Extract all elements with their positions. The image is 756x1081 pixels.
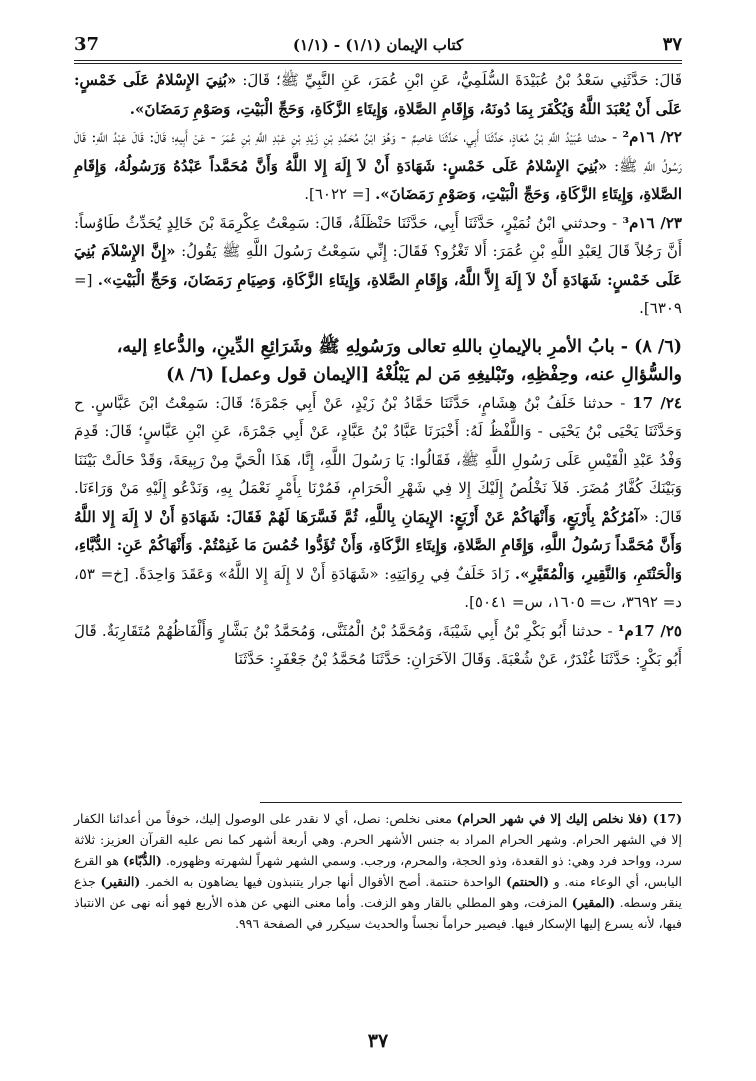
header-rule-thin bbox=[74, 63, 682, 64]
hadith-isnad: - حدثنا عُبَيْدُ اللَّهِ بْنُ مُعَاذٍ، حَدَّثَنَا أَبِي، حَدَّثَنَا عَاصِمٌ - وَهُوَ ابْنُ مُحَمَّدِ بْنِ زَيْدِ بْنِ عَبْدِ اللَّهِ بْنِ عُمَرَ - عَنْ أَبِيهِ؛ قَالَ: قَالَ عَبْدُ اللَّهِ: قَالَ رَسُولُ اللَّهِ ﷺ: bbox=[74, 128, 682, 175]
spacer bbox=[74, 323, 682, 329]
page-footer-number: ٣٧ bbox=[367, 1030, 389, 1052]
running-title: (١/١) - كتاب الإيمان (١/١) bbox=[292, 36, 464, 54]
hadith-matn: «بُنِيَ الإِسْلامُ عَلَى خَمْسٍ: عَلَى أَنْ يُعْبَدَ اللَّهُ وَيُكْفَرَ بِمَا دُونَهُ، وَإِقَامِ الصَّلاةِ، وَإِيتَاءِ الزَّكَاةِ، وَحَجِّ الْبَيْتِ، وَصَوْمِ رَمَضَانَ». bbox=[74, 71, 682, 118]
footnote-rule bbox=[260, 802, 682, 803]
hadith-isnad: - حدثنا أَبُو بَكْرِ بْنُ أَبِي شَيْبَةَ، وَمُحَمَّدُ بْنُ الْمُثَنَّى، وَمُحَمَّدُ بْنُ بَشَّارٍ وَأَلْفَاظُهُمْ مُتَقَارِبَةٌ. قَالَ أَبُو بَكْرٍ: حَدَّثَنَا غُنْدَرٌ، عَنْ شُعْبَةَ. وَقَالَ الآخَرَانِ: حَدَّثَنَا مُحَمَّدُ بْنُ جَعْفَرٍ: حَدَّثَنَا bbox=[74, 621, 682, 668]
hadith-number: ٢٢/ ١٦م² bbox=[622, 128, 682, 146]
hadith-isnad: - حدثنا خَلَفُ بْنُ هِشَامٍ، حَدَّثَنَا حَمَّادُ بْنُ زَيْدٍ، عَنْ أَبِي جَمْرَةَ؛ قَالَ: سَمِعْتُ ابْنَ عَبَّاسٍ. ح وَحَدَّثَنَا يَحْيَى بْنُ يَحْيَى - وَاللَّفْظُ لَهُ: أَخْبَرَنَا عَبَّادُ بْنُ عَبَّادٍ، عَنْ أَبِي جَمْرَةَ، عَنِ ابْنِ عَبَّاسٍ؛ قَالَ: قَدِمَ وَفْدُ عَبْدِ الْقَيْسِ عَلَى رَسُولِ اللَّهِ ﷺ، فَقَالُوا: يَا رَسُولَ اللَّهِ، إِنَّا، هَذَا الْحَيَّ مِنْ رَبِيعَةَ، وَقَدْ حَالَتْ بَيْنَنَا وَبَيْنَكَ كُفَّارُ مُضَرَ. فَلاَ نَخْلُصُ إِلَيْكَ إِلا فِي شَهْرِ الْحَرَامِ، فَمُرْنَا بِأَمْرٍ نَعْمَلُ بِهِ، وَنَدْعُو إِلَيْهِ مَنْ وَرَاءَنَا. قَالَ: bbox=[74, 393, 682, 526]
footnote bbox=[74, 808, 682, 934]
hadith-matn: «آمُرُكُمْ بِأَرْبَعٍ، وَأَنْهَاكُمْ عَنْ أَرْبَعٍ: الإِيمَانِ بِاللَّهِ، ثُمَّ فَسَّرَهَا لَهُمْ فَقَالَ: شَهَادَةِ أَنْ لا إِلَهَ إِلا اللَّهُ وَأَنَّ مُحَمَّداً رَسُولُ اللَّهِ، وَإِقَامِ الصَّلاةِ، وَإِيتَاءِ الزَّكَاةِ، وَأَنْ تُؤَدُّوا خُمُسَ مَا غَنِمْتُمْ. وَأَنْهَاكُمْ عَنِ: الدُّبَّاءِ، وَالْحَنْتَمِ، وَالنَّقِيرِ، وَالْمُقَيَّرِ». bbox=[74, 507, 682, 583]
hadith-isnad: - وحدثني ابْنُ نُمَيْرٍ، حَدَّثَنَا أَبِي، حَدَّثَنَا حَنْظَلَةُ، قَالَ: سَمِعْتُ عِكْرِمَةَ بْنَ خَالِدٍ يُحَدِّثُ طَاوُساً: أَنَّ رَجُلاً قَالَ لِعَبْدِ اللَّهِ بْنِ عُمَرَ: أَلا تَغْزُو؟ فَقَالَ: إِنِّي سَمِعْتُ رَسُولَ اللَّهِ ﷺ يَقُولُ: bbox=[74, 213, 683, 260]
footnote-text: هو القرع اليابس، أي الوعاء منه. و bbox=[74, 853, 683, 889]
chapter-heading: (٦/ ٨) - بابُ الأمرِ بالإيمانِ باللهِ تعالى ورَسُولِهِ ﷺ وشَرَائِعِ الدِّينِ، والدُّعاءِ إليه، والسُّؤالِ عنه، وحِفْظِهِ، وتَبْليغِهِ مَن لم يَبْلُغْهُ [الإيمان قول وعمل] (٦/ ٨) bbox=[116, 336, 682, 385]
footnote-text: معنى نخلص: نصل، أي لا نقدر على الوصول إليك، خوفاً من أعدائنا الكفار إلا في الشهر الحرام. وشهر الحرام المراد به جنس الأشهر الحرم. وهي أربعة أشهر كما نص عليه القرآن العزيز: ثلاثة سرد، وواحد فرد وهي: ذو القعدة، وذو الحجة، والمحرم، ورجب. وسمي الشهر شهراً لشهرته وظهوره. bbox=[74, 811, 682, 868]
page-header bbox=[74, 34, 682, 60]
footnote-text: المزفت، وهو المطلي بالقار وهو الزفت. وأما معنى النهي عن هذه الأربع فهو أنه نهى عن الانتباذ فيها، لأنه يسرع إليها الإسكار فيها. فيصير حراماً نجساً والحديث سيكرر في الصفحة ٩٩٦. bbox=[74, 895, 682, 931]
hadith-reference: [= ٦٣٠٩]. bbox=[74, 270, 682, 317]
hadith-number: ٢٥/ 17م¹ bbox=[617, 621, 682, 640]
footnote-term: (الحنتم) bbox=[505, 874, 549, 889]
hadith-reference: [= ٦٠٢٢]. bbox=[304, 185, 371, 203]
hadith-24 bbox=[74, 389, 682, 617]
hadith-number: ٢٤/ 17 bbox=[632, 393, 682, 412]
hadith-matn: «بُنِيَ الإِسْلامُ عَلَى خَمْسٍ: شَهَادَةِ أَنْ لاَ إِلَهَ إِلا اللَّهُ وَأَنَّ مُحَمَّداً عَبْدُهُ وَرَسُولُهُ، وَإِقَامِ الصَّلاةِ، وَإِيتَاءِ الزَّكَاةِ، وَحَجِّ الْبَيْتِ، وَصَوْمِ رَمَضَانَ». bbox=[74, 156, 682, 203]
footnote-term: (الدُّبّاء) bbox=[122, 853, 162, 868]
footnote-term: (النقير) bbox=[100, 874, 141, 889]
header-rule bbox=[74, 60, 682, 61]
hadith-addition: زَادَ خَلَفٌ فِي رِوَايَتِهِ: «شَهَادَةِ أَنْ لا إِلَهَ إِلا اللَّهُ» وَعَقَدَ وَاحِدَةً. bbox=[134, 564, 510, 583]
hadith-23 bbox=[74, 209, 682, 323]
hadith-22 bbox=[74, 123, 682, 209]
hadith-continuation bbox=[74, 66, 682, 123]
hadith-25 bbox=[74, 617, 682, 674]
page-number-arabic: ٣٧ bbox=[662, 34, 682, 55]
footnote-term: (المقير) bbox=[571, 895, 616, 910]
main-text bbox=[74, 66, 682, 674]
hadith-number: ٢٣/ ١٦م³ bbox=[622, 213, 682, 232]
hadith-isnad: قَالَ: حَدَّثَنِي سَعْدُ بْنُ عُبَيْدَةَ السُّلَمِيُّ، عَنِ ابْنِ عُمَرَ، عَنِ النَّبِيِّ ﷺ؛ قَالَ: bbox=[242, 71, 682, 89]
footnote-label: (17) (فلا نخلص إليك إلا في شهر الحرام) bbox=[456, 811, 682, 826]
footnote-text: الواحدة حنتمة. أصح الأقوال أنها جرار يتنبذون فيها يضاهون به الخمر. bbox=[145, 874, 502, 889]
footnote-text: جذع ينقر وسطه. bbox=[74, 874, 682, 910]
hadith-reference: [خ= ٥٣، د= ٣٦٩٢، ت= ١٦٠٥، س= ٥٠٤١]. bbox=[74, 564, 682, 611]
page-number-latin: 37 bbox=[74, 34, 100, 55]
hadith-matn: «إِنَّ الإِسْلاَمَ بُنِيَ عَلَى خَمْسٍ: شَهَادَةِ أَنْ لاَ إِلَهَ إِلاَّ اللَّهُ، وَإِقَامِ الصَّلاةِ، وَإِيتَاءِ الزَّكَاةِ، وَصِيَامِ رَمَضَانَ، وَحَجِّ الْبَيْتِ». bbox=[74, 242, 682, 289]
